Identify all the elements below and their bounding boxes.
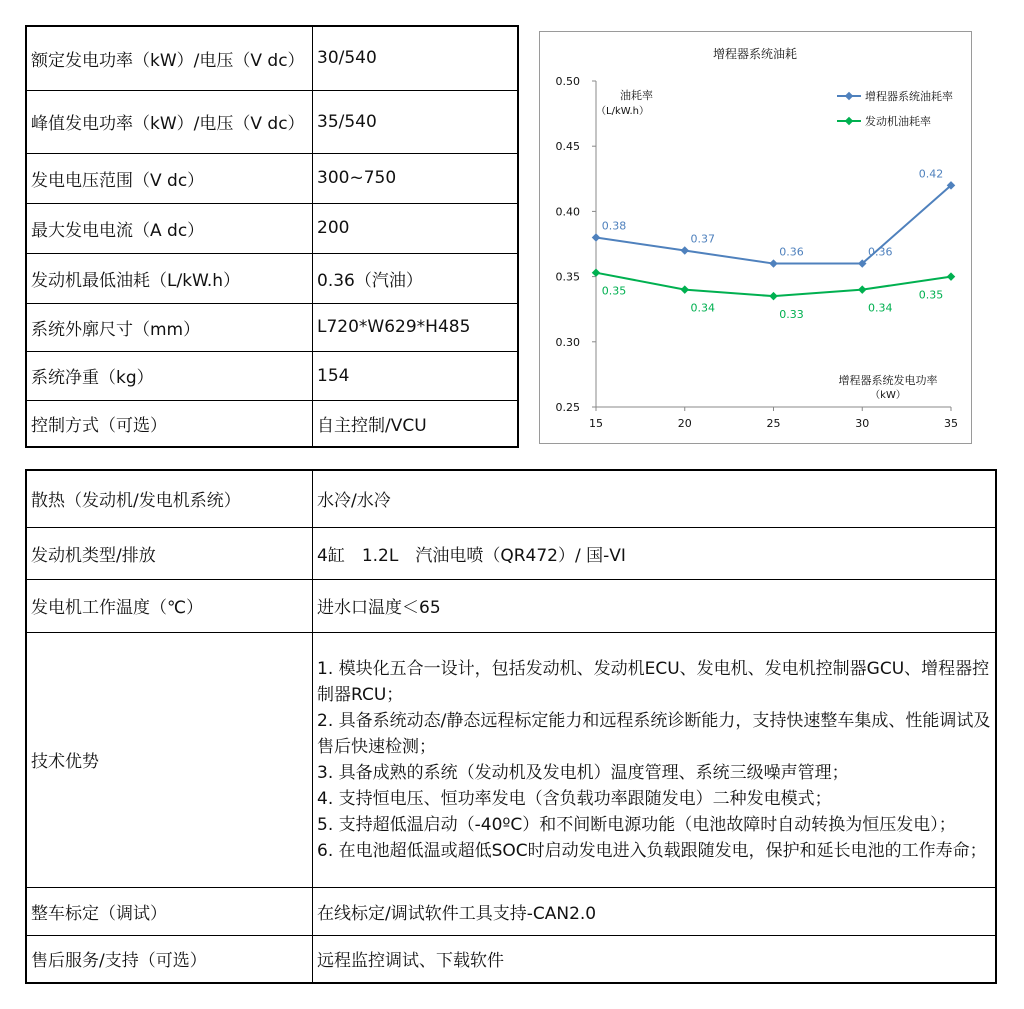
- legend-label: 增程器系统油耗率: [865, 90, 953, 103]
- row-value: 进水口温度＜65: [313, 579, 997, 632]
- data-label: 0.36: [868, 245, 893, 259]
- table-row: [26, 935, 996, 983]
- y-tick-label: 0.30: [555, 335, 580, 349]
- row-label: 售后服务/支持（可选）: [26, 935, 313, 983]
- x-tick-label: 15: [589, 417, 603, 430]
- data-label: 0.33: [779, 308, 804, 322]
- row-value: 300~750: [313, 153, 519, 203]
- row-value: 200: [313, 203, 519, 253]
- series-line-0: [596, 185, 951, 263]
- table-row: [26, 303, 518, 351]
- row-value: 154: [313, 351, 519, 400]
- table-row: [26, 90, 518, 153]
- row-label: 最大发电电流（A dc）: [26, 203, 313, 253]
- series-point: [592, 268, 600, 276]
- table-row: [26, 887, 996, 935]
- row-label: 整车标定（调试）: [26, 887, 313, 935]
- table-row: [26, 26, 518, 90]
- legend-marker: [845, 92, 853, 100]
- table-row: [26, 579, 996, 632]
- row-label: 控制方式（可选）: [26, 400, 313, 447]
- chart-title: 增程器系统油耗: [712, 47, 798, 61]
- x-axis-label: 增程器系统发电功率: [838, 374, 938, 387]
- row-value: 0.36（汽油）: [313, 253, 519, 303]
- y-tick-label: 0.40: [555, 205, 580, 219]
- spec-table-top: [25, 25, 519, 448]
- series-point: [769, 292, 777, 300]
- table-row: [26, 351, 518, 400]
- series-point: [858, 285, 866, 293]
- chart-marks: [592, 167, 955, 321]
- x-tick-label: 25: [766, 417, 781, 430]
- fuel-consumption-chart: [539, 31, 972, 444]
- row-label: 发动机最低油耗（L/kW.h）: [26, 253, 313, 303]
- table-row: [26, 527, 996, 579]
- legend-label: 发动机油耗率: [865, 115, 931, 128]
- row-label: 系统净重（kg）: [26, 351, 313, 400]
- y-tick-label: 0.45: [555, 140, 580, 154]
- x-axis-unit: （kW）: [870, 390, 906, 401]
- data-label: 0.35: [601, 284, 627, 298]
- row-value: 30/540: [313, 26, 519, 90]
- chart-legend: [837, 89, 953, 128]
- row-value: L720*W629*H485: [313, 303, 519, 351]
- data-label: 0.35: [918, 288, 944, 302]
- row-value: 远程监控调试、下载软件: [313, 935, 997, 983]
- row-label: 系统外廓尺寸（mm）: [26, 303, 313, 351]
- table-row: [26, 470, 996, 527]
- tech-line: 6. 在电池超低温或超低SOC时启动发电进入负载跟随发电，保护和延长电池的工作寿命；: [317, 840, 987, 861]
- row-label: 峰值发电功率（kW）/电压（V dc）: [26, 90, 313, 153]
- spec-table-bottom: [25, 469, 997, 984]
- y-tick-label: 0.35: [555, 270, 580, 284]
- y-tick-label: 0.25: [555, 401, 580, 414]
- table-row: [26, 203, 518, 253]
- x-tick-label: 30: [855, 417, 870, 430]
- row-value: 4缸 1.2L 汽油电喷（QR472）/ 国-VI: [313, 527, 997, 579]
- x-tick-label: 20: [677, 417, 692, 430]
- row-label: 技术优势: [26, 632, 313, 887]
- series-point: [681, 246, 689, 254]
- y-tick-label: 0.50: [555, 75, 580, 88]
- legend-marker: [845, 117, 853, 125]
- x-tick-label: 35: [944, 417, 958, 430]
- row-label: 发动机类型/排放: [26, 527, 313, 579]
- row-label: 额定发电功率（kW）/电压（V dc）: [26, 26, 313, 90]
- table-row: [26, 400, 518, 447]
- table-row: [26, 153, 518, 203]
- tech-line: 4. 支持恒电压、恒功率发电（含负载功率跟随发电）二种发电模式；: [317, 788, 832, 809]
- y-axis-label: 油耗率: [620, 89, 653, 102]
- row-value: 35/540: [313, 90, 519, 153]
- data-label: 0.34: [868, 301, 893, 315]
- tech-advantages: [313, 632, 997, 887]
- tech-line: 3. 具备成熟的系统（发动机及发电机）温度管理、系统三级噪声管理；: [317, 762, 849, 783]
- data-label: 0.38: [601, 219, 627, 233]
- series-point: [592, 233, 600, 241]
- data-label: 0.34: [690, 301, 715, 315]
- series-point: [769, 259, 777, 267]
- data-label: 0.36: [779, 245, 804, 259]
- data-label: 0.37: [690, 232, 715, 246]
- row-label: 散热（发动机/发电机系统）: [26, 470, 313, 527]
- row-label: 发电电压范围（V dc）: [26, 153, 313, 203]
- series-point: [947, 272, 955, 280]
- tech-line: 1. 模块化五合一设计，包括发动机、发动机ECU、发电机、发电机控制器GCU、增程器控制器RCU；: [317, 658, 990, 705]
- row-value: 水冷/水冷: [313, 470, 997, 527]
- row-label: 发电机工作温度（℃）: [26, 579, 313, 632]
- series-point: [681, 285, 689, 293]
- row-value: 在线标定/调试软件工具支持-CAN2.0: [313, 887, 997, 935]
- data-label: 0.42: [918, 167, 944, 181]
- table-row: [26, 253, 518, 303]
- tech-line: 5. 支持超低温启动（-40ºC）和不间断电源功能（电池故障时自动转换为恒压发电）；: [317, 814, 956, 835]
- row-value: 自主控制/VCU: [313, 400, 519, 447]
- tech-line: 2. 具备系统动态/静态远程标定能力和远程系统诊断能力，支持快速整车集成、性能调试及售后快速检测；: [317, 710, 991, 757]
- y-axis-unit: （L/kW.h）: [596, 106, 649, 117]
- table-row: [26, 632, 996, 887]
- chart-svg: [540, 32, 971, 443]
